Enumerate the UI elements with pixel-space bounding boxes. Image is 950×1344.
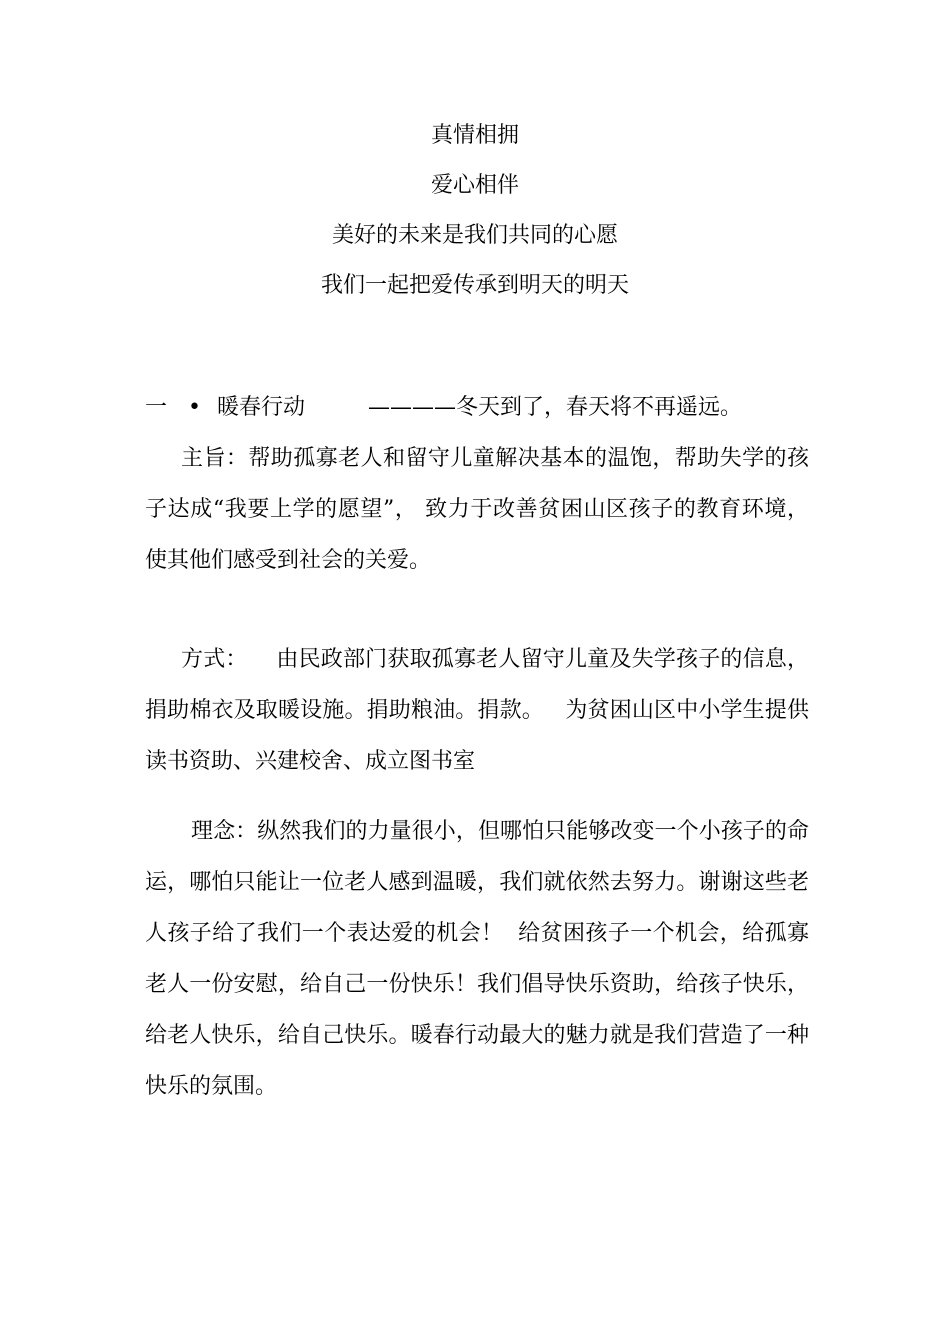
poem-line-3: 美好的未来是我们共同的心愿 — [331, 223, 618, 248]
poem-block — [0, 118, 950, 318]
section-title: 暖春行动 — [217, 395, 306, 420]
purpose-paragraph: 主旨：帮助孤寡老人和留守儿童解决基本的温饱，帮助失学的孩子达成“我要上学的愿望”， 致力于改善贫困山区孩子的教育环境，使其他们感受到社会的关爱。 — [145, 446, 809, 573]
poem-line-2: 爱心相伴 — [430, 173, 519, 198]
section-heading — [145, 388, 845, 428]
concept-paragraph-block — [145, 806, 809, 1112]
section-number: 一 — [145, 395, 168, 420]
section-bullet: • — [188, 395, 201, 420]
method-paragraph-block — [145, 634, 809, 787]
poem-line-4: 我们一起把爱传承到明天的明天 — [320, 273, 629, 298]
method-paragraph: 方式： 由民政部门获取孤寡老人留守儿童及失学孩子的信息，捐助棉衣及取暖设施。捐助粮油。捐款。 为贫困山区中小学生提供读书资助、兴建校舍、成立图书室 — [145, 647, 809, 774]
concept-paragraph: 理念：纵然我们的力量很小，但哪怕只能够改变一个小孩子的命运，哪怕只能让一位老人感到温暖，我们就依然去努力。谢谢这些老人孩子给了我们一个表达爱的机会！ 给贫困孩子一个机会，给孤寡老人一份安慰，给自己一份快乐！我们倡导快乐资助，给孩子快乐，给老人快乐，给自己快乐。暖春行动最大的魅力就是我们营造了一种快乐的氛围。 — [145, 819, 809, 1099]
section-subtitle: ————冬天到了，春天将不再遥远。 — [368, 395, 743, 420]
poem-line-1: 真情相拥 — [430, 123, 519, 148]
purpose-paragraph-block — [145, 433, 809, 586]
